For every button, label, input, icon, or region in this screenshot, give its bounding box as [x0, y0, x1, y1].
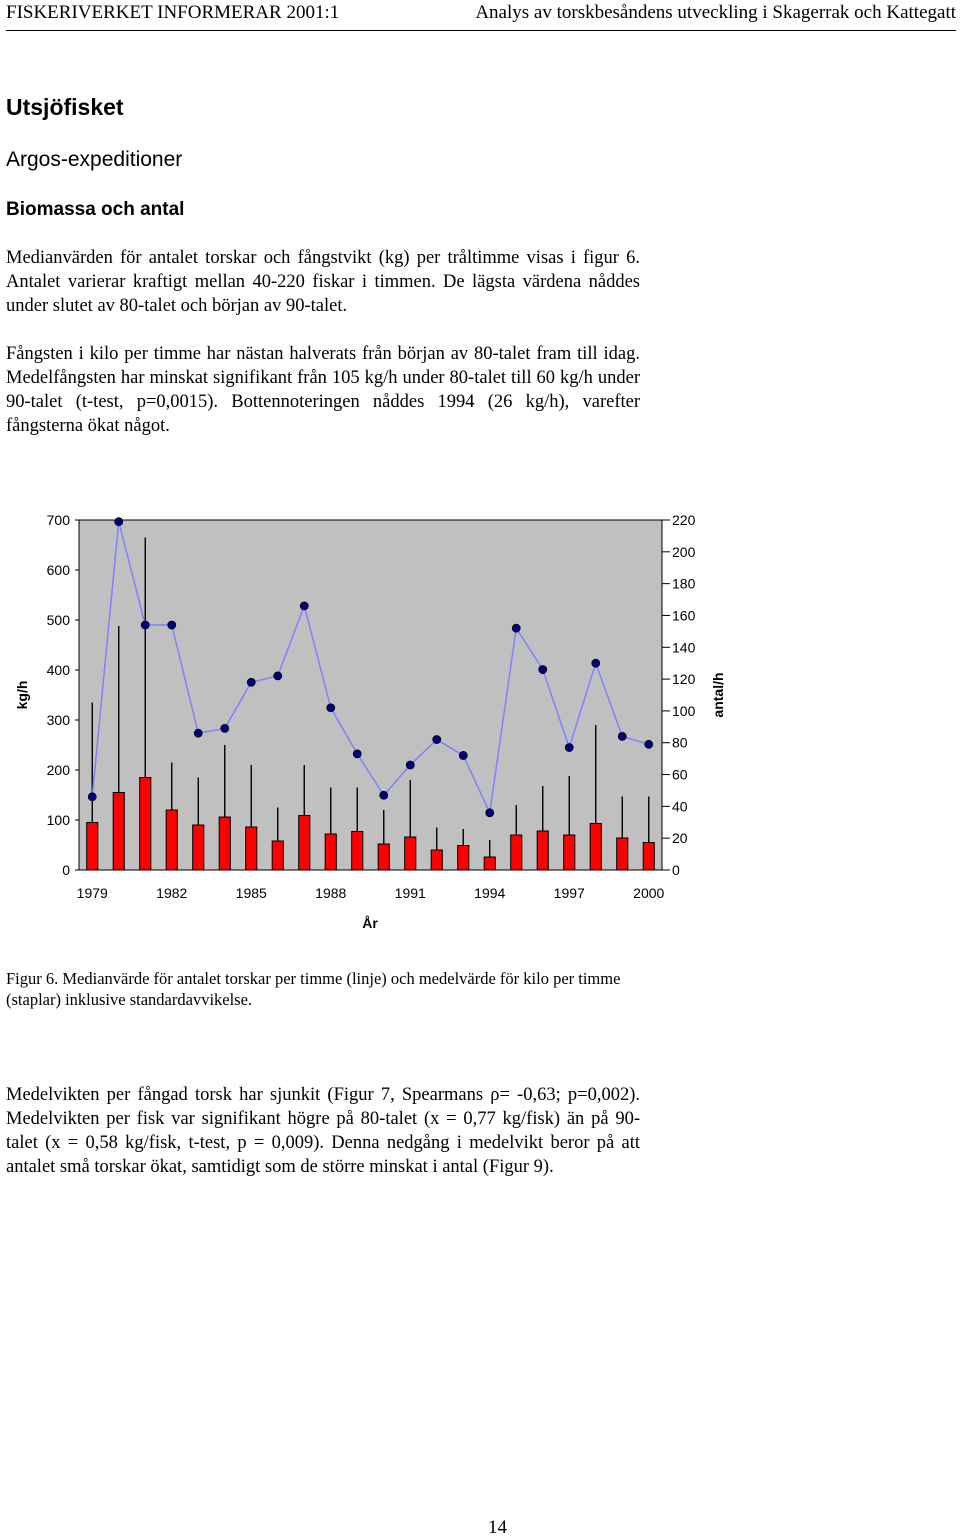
y2-axis-label: antal/h [710, 672, 726, 718]
y2-tick-label: 40 [672, 798, 688, 815]
x-axis-label: År [362, 915, 378, 931]
y-axis-label: kg/h [14, 680, 30, 710]
line-marker [406, 761, 414, 769]
y2-tick-label: 100 [672, 702, 696, 719]
y2-tick-label: 20 [672, 830, 688, 847]
x-tick-label: 2000 [633, 885, 665, 901]
x-tick-label: 1979 [76, 885, 108, 901]
bar [643, 843, 654, 871]
bar [484, 857, 495, 870]
caption-label: Figur 6. [6, 969, 59, 988]
paragraph-3: Medelvikten per fångad torsk har sjunkit (Figur 7, Spearmans ρ= -0,63; p=0,002). Medelvikten per fisk var signifikant högre på 80-talet (x = 0,77 kg/fisk) än på 90-talet (x = 0,58 kg/fisk, t-test, p = 0,009). Denna nedgång i medelvikt beror på att antalet små torskar ökat, samtidigt som de större minskat i antal (Figur 9). [6, 1085, 640, 1177]
bar [246, 827, 257, 870]
running-header [6, 0, 956, 31]
bar [590, 824, 601, 871]
bar [458, 846, 469, 871]
line-marker [592, 659, 600, 667]
bar [405, 837, 416, 870]
caption-text: Medianvärde för antalet torskar per timme (linje) och medelvärde för kilo per timme (staplar) inklusive standardavvikelse. [6, 969, 621, 1009]
paragraph-1: Medianvärden för antalet torskar och fångstvikt (kg) per tråltimme visas i figur 6. Antalet varierar kraftigt mellan 40-220 fiskar i timmen. De lägsta värdena nåddes under slutet av 80-talet och början av 90-talet. [6, 248, 640, 316]
bar [537, 831, 548, 870]
line-marker [300, 602, 308, 610]
line-marker [459, 751, 467, 759]
bar [299, 816, 310, 871]
figure-caption [6, 968, 640, 1010]
y2-tick-label: 60 [672, 766, 688, 783]
y-tick-label: 300 [46, 712, 70, 728]
y2-tick-label: 180 [672, 575, 696, 592]
y2-tick-label: 220 [672, 512, 696, 528]
x-tick-label: 1997 [553, 885, 585, 901]
line-marker [433, 736, 441, 744]
y-tick-label: 200 [46, 762, 70, 778]
bar [511, 835, 522, 870]
line-marker [486, 809, 494, 817]
paragraph-2: Fångsten i kilo per timme har nästan halverats från början av 80-talet fram till idag. Medelfångsten har minskat signifikant från 105 kg/h under 80-talet till 60 kg/h under 90-talet (t-test, p=0,0015). Bottennoteringen nåddes 1994 (26 kg/h), varefter fångsterna ökat något. [6, 344, 640, 436]
y-tick-label: 0 [62, 862, 70, 878]
x-tick-label: 1994 [474, 885, 506, 901]
line-marker [353, 750, 361, 758]
bar [325, 834, 336, 870]
line-marker [565, 744, 573, 752]
line-marker [645, 740, 653, 748]
y-tick-label: 500 [46, 612, 70, 628]
header-publication: FISKERIVERKET INFORMERAR 2001:1 [6, 2, 340, 23]
line-marker [274, 672, 282, 680]
line-marker [380, 791, 388, 799]
figure-6-chart [0, 500, 760, 940]
page-number: 14 [488, 1517, 507, 1538]
y2-tick-label: 160 [672, 607, 696, 624]
bar [193, 825, 204, 870]
line-marker [115, 518, 123, 526]
bar [564, 835, 575, 870]
subsubsection-heading: Biomassa och antal [6, 199, 185, 220]
bar [431, 850, 442, 870]
bar [219, 817, 230, 870]
bar [166, 810, 177, 870]
line-marker [141, 621, 149, 629]
line-marker [327, 704, 335, 712]
line-marker [618, 732, 626, 740]
x-tick-label: 1991 [394, 885, 426, 901]
bar [352, 832, 363, 871]
section-heading: Utsjöfisket [6, 94, 124, 120]
subsection-heading: Argos-expeditioner [6, 148, 183, 171]
line-marker [88, 793, 96, 801]
y-tick-label: 100 [46, 812, 70, 828]
line-marker [512, 624, 520, 632]
y2-tick-label: 80 [672, 734, 688, 751]
line-marker [539, 666, 547, 674]
y2-tick-label: 0 [672, 862, 680, 878]
y-tick-label: 700 [46, 512, 70, 528]
x-tick-label: 1982 [156, 885, 188, 901]
y-tick-label: 600 [46, 562, 70, 578]
line-marker [221, 724, 229, 732]
y2-tick-label: 120 [672, 671, 696, 688]
x-tick-label: 1988 [315, 885, 347, 901]
x-tick-label: 1985 [235, 885, 267, 901]
bar [378, 844, 389, 870]
line-marker [194, 729, 202, 737]
header-title: Analys av torskbesåndens utveckling i Skagerrak och Kattegatt [475, 2, 956, 23]
bar [272, 841, 283, 870]
bar [87, 823, 98, 871]
line-marker [168, 621, 176, 629]
line-marker [247, 678, 255, 686]
y-tick-label: 400 [46, 662, 70, 678]
bar [140, 778, 151, 871]
y2-tick-label: 200 [672, 543, 696, 560]
y2-tick-label: 140 [672, 639, 696, 656]
bar [113, 793, 124, 871]
bar [617, 838, 628, 870]
